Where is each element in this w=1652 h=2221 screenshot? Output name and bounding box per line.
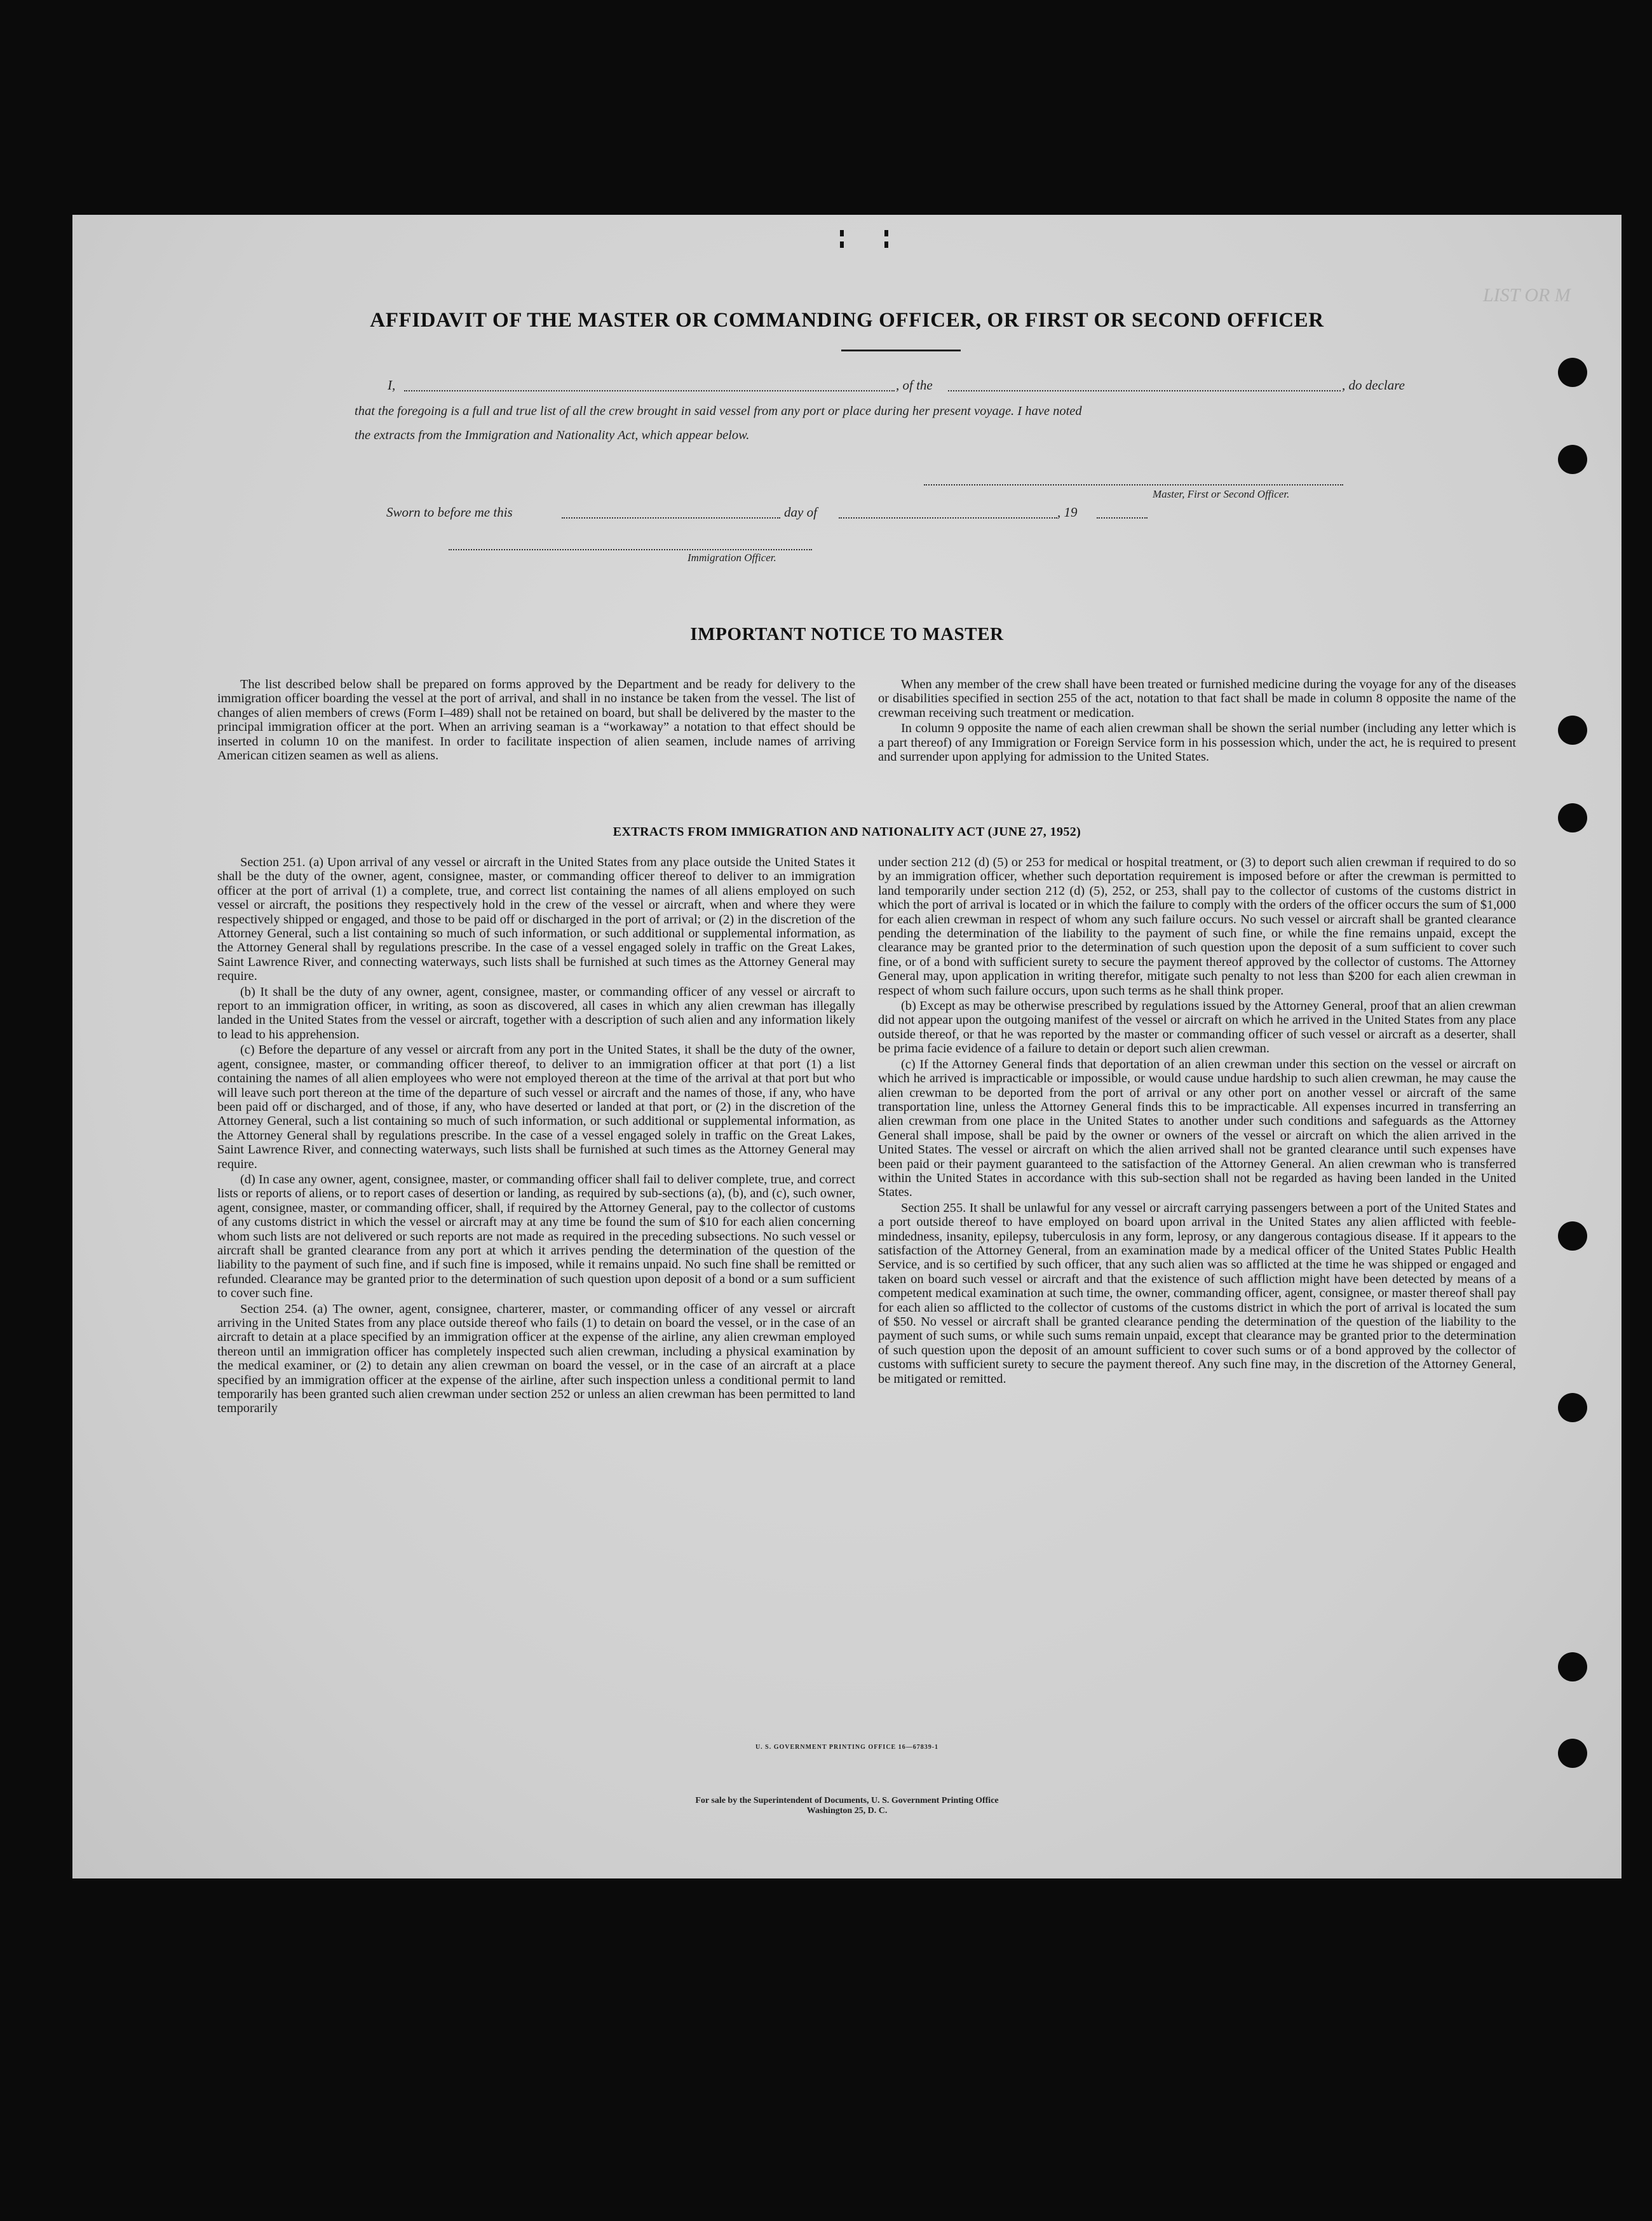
printing-office-line: U. S. GOVERNMENT PRINTING OFFICE 16—67839-1	[755, 1744, 939, 1751]
extract-paragraph: (b) Except as may be otherwise prescribed by regulations issued by the Attorney General, proof that an alien crewman did not appear upon the outgoing manifest of the vessel or aircraft on which he arrived in the United States from any place outside thereof, or that he was reported by the master or commanding officer of such vessel or aircraft as a deserter, shall be prima facie evidence of a failure to detain or deport such alien crewman.	[878, 999, 1516, 1056]
day-of-label: day of	[784, 505, 817, 520]
sworn-label: Sworn to before me this	[386, 505, 513, 520]
bleed-through-text: LIST OR M	[1483, 285, 1571, 306]
binder-hole	[1558, 445, 1587, 474]
sale-notice-line: Washington 25, D. C.	[806, 1806, 888, 1816]
extract-paragraph: (c) Before the departure of any vessel or aircraft from any port in the United States, it shall be the duty of the owner, agent, consignee, master, or commanding officer thereof, to deliver to an immigration officer at that port (1) a list containing the names of all alien employees who were not employed thereon at the time of the arrival at that port but who will leave such port thereon at the time of the departure of such vessel or aircraft and the names of those, if any, who have been paid off or discharged, and of those, if any, who have deserted or landed at that port, or (2) in the discretion of the Attorney General, such a list containing so much of such information, or such additional or supplemental information, as the Attorney General shall by regulations prescribe. In the case of a vessel engaged solely in traffic on the Great Lakes, Saint Lawrence River, and connecting waterways, such lists shall be furnished at such times as the Attorney General may require.	[217, 1043, 855, 1171]
registration-mark	[840, 230, 844, 236]
registration-mark	[884, 241, 888, 248]
extracts-left-column	[217, 855, 855, 1417]
notice-paragraph: In column 9 opposite the name of each alien crewman shall be shown the serial number (including any letter which is a part thereof) of any Immigration or Foreign Service form in his possession which, under the act, he is required to present and surrender upon applying for admission to the United States.	[878, 721, 1516, 764]
extract-paragraph: under section 212 (d) (5) or 253 for medical or hospital treatment, or (3) to deport such alien crewman if required to do so by an immigration officer, whether such deportation requirement is imposed before or after the crewman is permitted to land temporarily under section 212 (d) (5), 252, or 253, shall pay to the collector of customs of the customs district in which the port of arrival is located or in which the failure to comply with the orders of the officer occurs the sum of $1,000 for each alien crewman in respect of whom any such failure occurs. No such vessel or aircraft shall be granted clearance pending the determination of the liability to the payment of such fine, or while the fine remains unpaid, except the clearance may be granted prior to the determination of such question upon the deposit of a sum sufficient to cover such fine, or of a bond with sufficient surety to secure the payment thereof approved by the collector of customs. The Attorney General may, upon application in writing therefor, mitigate such penalty to not less than $200 for each alien crewman in respect of whom such failure occurs, upon such terms as he shall think proper.	[878, 855, 1516, 998]
notice-paragraph: When any member of the crew shall have been treated or furnished medicine during the voyage for any of the diseases or disabilities specified in section 255 of the act, notation to that fact shall be made in column 8 opposite the name of the crewman receiving such treatment or medication.	[878, 677, 1516, 720]
extract-paragraph: (c) If the Attorney General finds that deportation of an alien crewman under this section on the vessel or aircraft on which he arrived is impracticable or impossible, or would cause undue hardship to such alien crewman, he may cause the alien crewman to be deported from the port of arrival or any other port on another vessel or aircraft of the same transportation line, unless the Attorney General finds this to be impracticable. All expenses incurred in transferring an alien crewman from one place in the United States to another under such conditions and safeguards as the Attorney General shall impose, shall be paid by the owner or owners of the vessel or aircraft on which the alien arrived in the United States. The vessel or aircraft on which the alien arrived shall not be granted clearance until such expenses have been paid or their payment guaranteed to the satisfaction of the Attorney General. An alien crewman who is transferred within the United States in accordance with this sub-section shall not be regarded as having been landed in the United States.	[878, 1057, 1516, 1200]
binder-hole	[1558, 1652, 1587, 1681]
notice-paragraph: The list described below shall be prepared on forms approved by the Department and be ready for delivery to the immigration officer boarding the vessel at the port of arrival, and shall in no instance be taken from the vessel. The list of changes of alien members of crews (Form I–489) shall not be retained on board, but shall be delivered by the master to the principal immigration officer at the port. When an arriving seaman is a “workaway” a notation to that effect should be inserted in column 10 on the manifest. In order to facilitate inspection of alien seamen, include names of arriving American citizen seamen as well as aliens.	[217, 677, 855, 763]
extract-paragraph: Section 255. It shall be unlawful for any vessel or aircraft carrying passengers between a port of the United States and a port outside thereof to have employed on board upon arrival in the United States any alien afflicted with feeble-mindedness, insanity, epilepsy, tuberculosis in any form, leprosy, or any dangerous contagious disease. If it appears to the satisfaction of the Attorney General, from an examination made by a medical officer of the United States Public Health Service, and is so certified by such officer, that any such alien was so afflicted at the time he was shipped or engaged and taken on board such vessel or aircraft and that the existence of such affliction might have been detected by means of a competent medical examination at such time, the owner, commanding officer, agent, consignee, or master thereof shall pay for each alien so afflicted to the collector of customs of the customs district in which the port of arrival is located the sum of $50. No vessel or aircraft shall be granted clearance pending the determination of the question of the liability to the payment of such sums, or while such sums remain unpaid, except that clearance may be granted prior to the determination of such question upon the deposit of an amount sufficient to cover such sums or of a bond approved by the collector of customs with sufficient surety to secure the payment thereof. Any such fine may, in the discretion of the Attorney General, be mitigated or remitted.	[878, 1200, 1516, 1386]
document-page	[72, 215, 1622, 1878]
vessel-name-field[interactable]	[948, 390, 1341, 391]
immigration-officer-caption: Immigration Officer.	[687, 552, 776, 564]
notice-left-column	[217, 677, 855, 764]
master-signature-line[interactable]	[924, 484, 1343, 486]
vessel-of-label: , of the	[896, 377, 933, 393]
affidavit-statement-cont: the extracts from the Immigration and Nationality Act, which appear below.	[355, 428, 750, 442]
extracts-title: EXTRACTS FROM IMMIGRATION AND NATIONALITY ACT (JUNE 27, 1952)	[613, 825, 1081, 839]
notice-right-column	[878, 677, 1516, 765]
binder-hole	[1558, 358, 1587, 387]
sale-notice-line: For sale by the Superintendent of Documents, U. S. Government Printing Office	[695, 1796, 999, 1805]
notice-title: IMPORTANT NOTICE TO MASTER	[690, 624, 1004, 644]
declarant-label: I,	[388, 377, 396, 393]
year-label: , 19	[1057, 505, 1078, 520]
binder-hole	[1558, 716, 1587, 745]
binder-hole	[1558, 1739, 1587, 1768]
sworn-month-field[interactable]	[839, 517, 1057, 519]
sale-notice	[72, 1796, 1622, 1816]
affidavit-title: AFFIDAVIT OF THE MASTER OR COMMANDING OFFICER, OR FIRST OR SECOND OFFICER	[370, 309, 1324, 332]
title-rule	[841, 350, 961, 351]
extract-paragraph: Section 254. (a) The owner, agent, consignee, charterer, master, or commanding officer of any vessel or aircraft arriving in the United States from any place outside thereof who fails (1) to detain on board the vessel, or in the case of an aircraft to detain at a place specified by an immigration officer at the expense of the airline, any alien crewman employed thereon until an immigration officer has completely inspected such alien crewman, including a physical examination by the medical examiner, or (2) to detain any alien crewman on board the vessel, or in the case of an aircraft at a place specified by an immigration officer at the expense of the airline, after such inspection unless a conditional permit to land temporarily has been granted such alien crewman under section 252 or unless an alien crewman has been permitted to land temporarily	[217, 1301, 855, 1416]
registration-mark	[840, 241, 844, 248]
registration-mark	[884, 230, 888, 236]
extract-paragraph: (b) It shall be the duty of any owner, agent, consignee, master, or commanding officer of any vessel or aircraft to report to an immigration officer, in writing, as soon as discovered, all cases in which any alien crewman has illegally landed in the United States from the vessel or aircraft, together with a description of such alien and any information likely to lead to his apprehension.	[217, 984, 855, 1042]
declare-label: , do declare	[1342, 377, 1405, 393]
extract-paragraph: Section 251. (a) Upon arrival of any vessel or aircraft in the United States from any place outside the United States it shall be the duty of the owner, agent, consignee, master, or commanding officer thereof to deliver to an immigration officer at the port of arrival (1) a complete, true, and correct list containing the names of all aliens employed on such vessel or aircraft, the positions they respectively hold in the crew of the vessel or aircraft, when and where they were respectively shipped or engaged, and those to be paid off or discharged in the port of arrival; or (2) in the discretion of the Attorney General, such a list containing so much of such information, or such additional or supplemental information, as the Attorney General shall by regulations prescribe. In the case of a vessel engaged solely in traffic on the Great Lakes, Saint Lawrence River, and connecting waterways, such lists shall be furnished at such times as the Attorney General may require.	[217, 855, 855, 984]
extract-paragraph: (d) In case any owner, agent, consignee, master, or commanding officer shall fail to deliver complete, true, and correct lists or reports of aliens, or to report cases of desertion or landing, as required by sub-sections (a), (b), and (c), such owner, agent, consignee, master, or commanding officer, shall, if required by the Attorney General, pay to the collector of customs of any customs district in which the vessel or aircraft may at any time be found the sum of $10 for each alien concerning whom such lists are not delivered or such reports are not made as required in the preceding subsections. No such vessel or aircraft shall be granted clearance from any port at which it arrives pending the determination of the question of the liability to the payment of such fine, and if such fine is imposed, while it remains unpaid. No such fine shall be remitted or refunded. Clearance may be granted prior to the determination of such question upon deposit of a bond or a sum sufficient to cover such fine.	[217, 1172, 855, 1301]
sworn-day-field[interactable]	[562, 517, 780, 519]
extracts-right-column	[878, 855, 1516, 1387]
declarant-name-field[interactable]	[404, 390, 895, 391]
immigration-officer-signature-line[interactable]	[449, 549, 812, 550]
binder-hole	[1558, 1393, 1587, 1422]
binder-hole	[1558, 1221, 1587, 1251]
master-signature-caption: Master, First or Second Officer.	[1153, 488, 1290, 500]
affidavit-statement: that the foregoing is a full and true list of all the crew brought in said vessel from any port or place during her present voyage. I have noted	[355, 404, 1082, 418]
sworn-year-field[interactable]	[1097, 517, 1148, 519]
